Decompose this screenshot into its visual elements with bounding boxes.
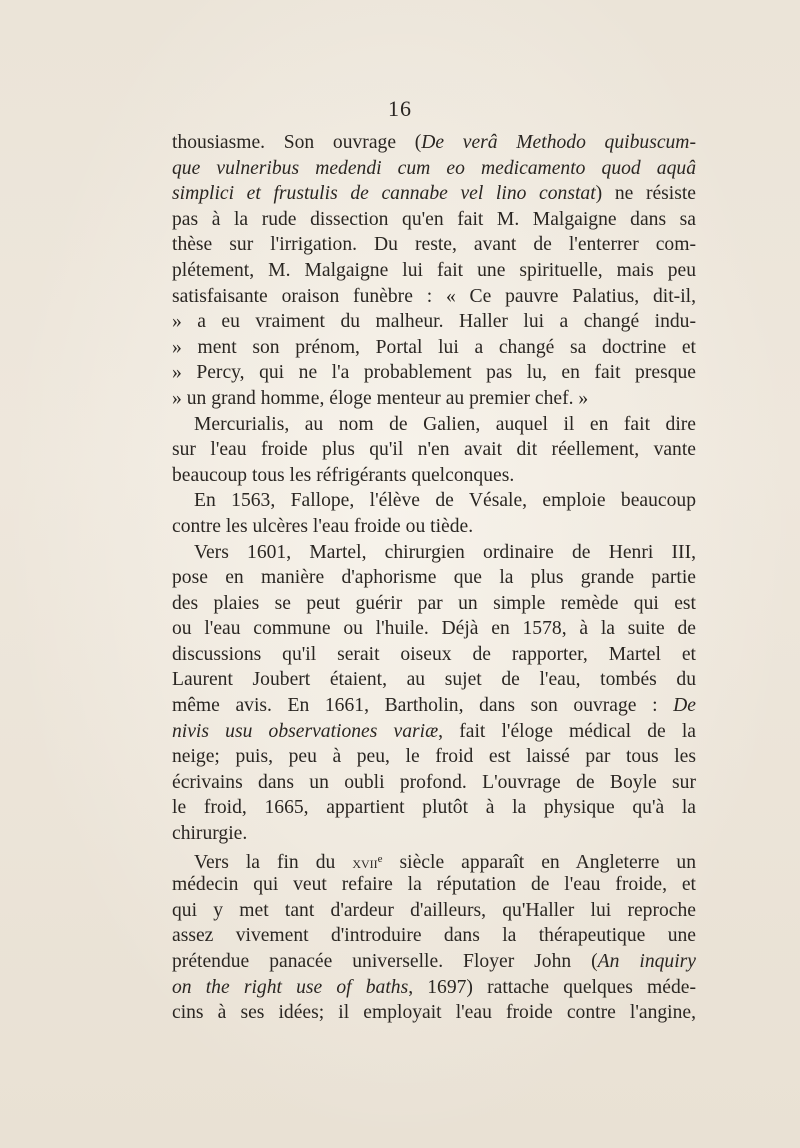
text-line bbox=[172, 335, 696, 361]
text-run: xvii bbox=[352, 852, 378, 872]
text-line bbox=[172, 207, 696, 233]
text-run: thousiasme. Son ouvrage ( bbox=[172, 132, 422, 153]
text-run: contre les ulcères l'eau froide ou tiède. bbox=[172, 515, 474, 537]
text-run: Vers 1601, Martel, chirurgien ordinaire de Henri III, bbox=[194, 541, 696, 563]
text-run: pose en manière d'aphorisme que la plus grande partie bbox=[172, 567, 696, 589]
text-run: prétendue panacée universelle. Floyer John ( bbox=[172, 951, 598, 972]
text-run: pas à la rude dissection qu'en fait M. Malgaigne dans sa bbox=[172, 208, 696, 230]
text-run: En 1563, Fallope, l'élève de Vésale, emploie beaucoup bbox=[194, 490, 696, 512]
text-line bbox=[172, 770, 696, 796]
text-line bbox=[172, 258, 696, 284]
text-run: écrivains dans un oubli profond. L'ouvrage de Boyle sur bbox=[172, 771, 696, 793]
text-line bbox=[172, 488, 696, 514]
italic-text: An inquiry bbox=[597, 951, 696, 972]
text-line bbox=[172, 949, 696, 975]
text-run: ) ne résiste bbox=[595, 183, 696, 205]
text-line bbox=[172, 181, 696, 207]
text-run: thèse sur l'irrigation. Du reste, avant de l'enterrer com- bbox=[172, 234, 696, 256]
italic-text: simplici et frustulis de cannabe vel lino constat bbox=[172, 183, 596, 205]
text-line bbox=[172, 437, 696, 463]
text-line bbox=[172, 667, 696, 693]
text-line bbox=[172, 463, 696, 489]
text-line bbox=[172, 719, 696, 745]
text-run: » ment son prénom, Portal lui a changé sa doctrine et bbox=[172, 336, 696, 358]
text-line bbox=[172, 975, 696, 1001]
text-run: Vers la fin du bbox=[194, 851, 353, 873]
italic-text: on the right use of baths bbox=[172, 976, 409, 998]
text-run: » a eu vraiment du malheur. Haller lui a changé indu- bbox=[172, 311, 696, 333]
text-line bbox=[172, 872, 696, 898]
text-run: même avis. En 1661, Bartholin, dans son ouvrage : bbox=[172, 695, 674, 717]
text-line bbox=[172, 693, 696, 719]
text-line bbox=[172, 565, 696, 591]
italic-text: que vulneribus medendi cum eo medicamento quod aquâ bbox=[172, 157, 696, 179]
text-line bbox=[172, 1000, 696, 1026]
text-run: sur l'eau froide plus qu'il n'en avait dit réellement, vante bbox=[172, 439, 696, 461]
text-line bbox=[172, 156, 696, 182]
text-line bbox=[172, 412, 696, 438]
text-line bbox=[172, 386, 696, 412]
italic-text: De bbox=[673, 695, 696, 717]
text-run: » Percy, qui ne l'a probablement pas lu, en fait presque bbox=[172, 362, 696, 384]
text-line bbox=[172, 923, 696, 949]
text-line bbox=[172, 616, 696, 642]
page-number: 16 bbox=[388, 96, 412, 121]
text-line bbox=[172, 591, 696, 617]
text-run: satisfaisante oraison funèbre : « Ce pauvre Palatius, dit-il, bbox=[172, 285, 696, 307]
text-line bbox=[172, 130, 696, 156]
text-run: chirurgie. bbox=[172, 823, 248, 845]
text-line bbox=[172, 821, 696, 847]
text-line bbox=[172, 642, 696, 668]
italic-text: De verâ Methodo quibuscum- bbox=[421, 132, 696, 153]
text-run: Laurent Joubert étaient, au sujet de l'eau, tombés du bbox=[172, 669, 696, 691]
text-line bbox=[172, 360, 696, 386]
text-line bbox=[172, 514, 696, 540]
text-run: neige; puis, peu à peu, le froid est laissé par tous les bbox=[172, 746, 696, 768]
text-line bbox=[172, 898, 696, 924]
text-run: le froid, 1665, appartient plutôt à la physique qu'à la bbox=[172, 797, 696, 819]
body-text bbox=[172, 130, 696, 1026]
text-run: , 1697) rattache quelques méde- bbox=[408, 976, 697, 998]
text-run: Mercurialis, au nom de Galien, auquel il en fait dire bbox=[194, 413, 696, 435]
text-run: discussions qu'il serait oiseux de rapporter, Martel et bbox=[172, 643, 696, 665]
text-line bbox=[172, 795, 696, 821]
text-line bbox=[172, 847, 696, 873]
italic-text: nivis usu observationes variæ bbox=[172, 720, 439, 742]
text-run: médecin qui veut refaire la réputation de l'eau froide, et bbox=[172, 874, 696, 896]
text-run: beaucoup tous les réfrigérants quelconques. bbox=[172, 464, 515, 486]
text-line bbox=[172, 284, 696, 310]
text-run: ou l'eau commune ou l'huile. Déjà en 1578, à la suite de bbox=[172, 618, 696, 640]
text-line bbox=[172, 744, 696, 770]
text-run: assez vivement d'introduire dans la thérapeutique une bbox=[172, 925, 696, 947]
text-line bbox=[172, 540, 696, 566]
text-run: qui y met tant d'ardeur d'ailleurs, qu'Haller lui reproche bbox=[172, 899, 696, 921]
text-run: , fait l'éloge médical de la bbox=[438, 720, 697, 742]
text-run: plétement, M. Malgaigne lui fait une spirituelle, mais peu bbox=[172, 259, 696, 281]
text-run: » un grand homme, éloge menteur au premier chef. » bbox=[172, 387, 589, 409]
text-run: siècle apparaît en Angleterre un bbox=[382, 851, 697, 873]
text-line bbox=[172, 309, 696, 335]
text-run: des plaies se peut guérir par un simple remède qui est bbox=[172, 592, 696, 614]
text-run: cins à ses idées; il employait l'eau froide contre l'angine, bbox=[172, 1002, 696, 1024]
text-line bbox=[172, 232, 696, 258]
superscript: e bbox=[377, 852, 383, 865]
